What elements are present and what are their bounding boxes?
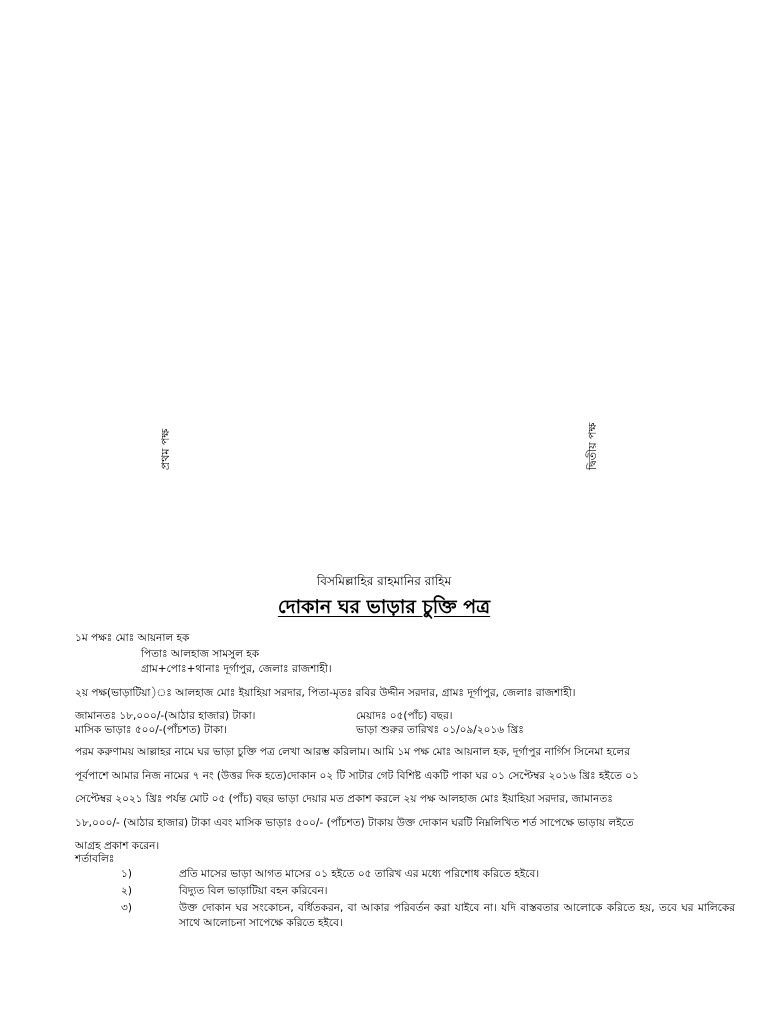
conditions-heading: শর্তাবলিঃ xyxy=(75,853,115,865)
paragraph-line: সেপ্টেম্বর ২০২১ খ্রিঃ পর্যন্ত মোট ০৫ (পাঁচ) বছর ভাড়া দেয়ার মত প্রকাশ করলে ২য় পক্ষ আলহাজ মোঃ ইয়াহিয়া সরদার, জামানতঃ xyxy=(75,793,613,805)
condition-item xyxy=(75,867,735,882)
document-title-wrapper xyxy=(0,593,768,625)
start-date-term: ভাড়া শুরুর তারিখঃ ০১/০৯/২০১৬ খ্রিঃ xyxy=(356,724,524,736)
first-party-father: পিতাঃ আলহাজ সামসুল হক xyxy=(141,648,260,660)
condition-text: প্রতি মাসের ভাড়া আগত মাসের ০১ হইতে ০৫ তারিখ এর মধ্যে পরিশোধ করিতে হইবে। xyxy=(179,868,540,880)
condition-text: বিদ্যুত বিল ভাড়াটিয়া বহন করিবেন। xyxy=(179,885,328,897)
paragraph-line: পূর্বপাশে আমার নিজ নামের ৭ নং (উত্তর দিক হতে)দোকান ০২ টি সাটার গেট বিশিষ্ট একটি পাকা ঘর ০১ সেপ্টেম্বর ২০১৬ খ্রিঃ হইতে ০১ xyxy=(75,769,639,782)
document-title: দোকান ঘর ভাড়ার চুক্তি পত্র xyxy=(277,596,491,618)
agreement-paragraph xyxy=(75,741,731,859)
condition-number: ১) xyxy=(121,868,132,880)
conditions-list xyxy=(75,867,735,933)
condition-item xyxy=(75,884,735,899)
monthly-rent-term: মাসিক ভাড়াঃ ৫০০/-(পাঁচশত) টাকা। xyxy=(75,724,228,736)
paragraph-line: পরম করুণাময় আল্লাহর নামে ঘর ভাড়া চুক্তি পত্র লেখা আরম্ভ করিলাম। আমি ১ম পক্ষ মোঃ আয়নাল হক, দূর্গাপুর নার্গিস সিনেমা হলের xyxy=(75,746,630,758)
first-party-name: ১ম পক্ষঃ মোঃ আয়নাল হক xyxy=(75,632,190,644)
paragraph-line: ১৮,০০০/- (আঠার হাজার) টাকা এবং মাসিক ভাড়াঃ ৫০০/- (পাঁচশত) টাকায় উক্ত দোকান ঘরটি নিম্নলিখিত শর্ত সাপেক্ষে ভাড়ায় লইতে xyxy=(75,816,634,829)
second-party-side-label: দ্বিতীয় পক্ষ xyxy=(586,422,599,470)
condition-number: ৩) xyxy=(121,902,132,914)
deposit-term: জামানতঃ ১৮,০০০/-(আঠার হাজার) টাকা। xyxy=(75,710,256,722)
second-party-details: ২য় পক্ষ(ভাড়াটিয়া)ঃ আলহাজ মোঃ ইয়াহিয়া সরদার, পিতা-মৃতঃ রবির উদ্দীন সরদার, গ্রামঃ দূর্গাপুর, জেলাঃ রাজশাহী। xyxy=(75,687,576,699)
paragraph-line: আগ্রহ প্রকাশ করেন। xyxy=(75,840,160,852)
bismillah-heading: বিসমিল্লাহির রাহমানির রাহিম xyxy=(316,574,452,588)
first-party-side-label: প্রথম পক্ষ xyxy=(159,428,172,470)
condition-item xyxy=(75,901,735,931)
duration-term: মেয়াদঃ ০৫(পাঁচ) বছর। xyxy=(356,710,453,722)
condition-text: উক্ত দোকান ঘর সংকোচন, বর্ধিতকরন, বা আকার পরিবর্তন করা যাইবে না। যদি বাস্তবতার আলোকে করিতে হয়, তবে ঘর মালিকের সাথে আলোচনা সাপেক্ষে করিতে হইবে। xyxy=(179,902,735,929)
condition-number: ২) xyxy=(121,885,132,897)
first-party-address: গ্রাম+পোঃ+থানাঃ দূর্গাপুর, জেলাঃ রাজশাহী। xyxy=(141,663,332,675)
